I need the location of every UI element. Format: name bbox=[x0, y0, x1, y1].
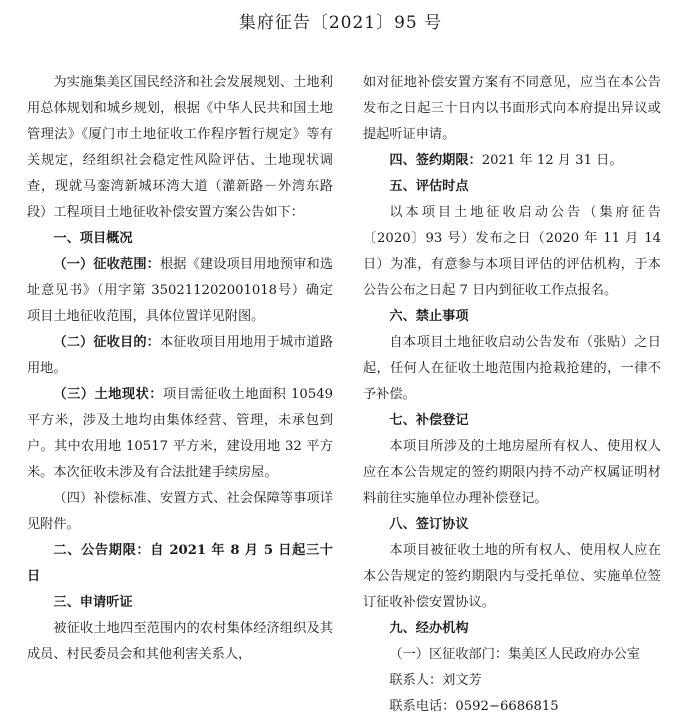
paragraph-hearing-start: 被征收土地四至范围内的农村集体经济组织及其成员、村民委员会和其他利害关系人， bbox=[27, 621, 333, 662]
paragraph-agreement: 本项目被征收土地的所有权人、使用权人应在本公告规定的签约期限内与受托单位、实施单位签订征收补偿安置协议。 bbox=[363, 543, 661, 610]
paragraph-hearing-cont: 如对征地补偿安置方案有不同意见，应当在本公告发布之日起三十日内以书面形式向本府提出异议或提起听证申请。 bbox=[363, 75, 661, 142]
intro-paragraph: 为实施集美区国民经济和社会发展规划、土地利用总体规划和城乡规划，根据《中华人民共和国土地管理法》《厦门市土地征收工作程序暂行规定》等有关规定，经组织社会稳定性风险评估、土地现状调查，现就马銮湾新城环湾大道（灌新路－外湾东路段）工程项目土地征收补偿安置方案公告如下： bbox=[27, 75, 333, 220]
section-heading-project-overview: 一、项目概况 bbox=[53, 231, 133, 246]
section-heading-agency: 九、经办机构 bbox=[389, 621, 469, 636]
paragraph-valuation: 以本项目土地征收启动公告（集府征告〔2020〕93 号）发布之日（2020 年 11 月 14 日）为准，有意参与本项目评估的评估机构，于本公告公布之日起 7 日内到征收工作点报名。 bbox=[363, 205, 661, 298]
paragraph-registration: 本项目所涉及的土地房屋所有权人、使用权人应在本公告规定的签约期限内持不动产权属证明材料前往实施单位办理补偿登记。 bbox=[363, 439, 661, 506]
section-heading-valuation: 五、评估时点 bbox=[389, 179, 469, 194]
document-title: 集府征告〔2021〕95 号 bbox=[238, 13, 443, 33]
contact-person: 联系人：刘文芳 bbox=[389, 673, 482, 688]
paragraph-agency: （一）区征收部门：集美区人民政府办公室 bbox=[389, 647, 640, 662]
paragraph-prohibition: 自本项目土地征收启动公告发布（张贴）之日起，任何人在征收土地范围内抢栽抢建的，一律不予补偿。 bbox=[363, 335, 661, 402]
paragraph-compensation: （四）补偿标准、安置方式、社会保障等事项详见附件。 bbox=[27, 491, 333, 532]
section-announcement-period: 二、公告期限：自 2021 年 8 月 5 日起三十日 bbox=[27, 543, 333, 584]
section-heading-registration: 七、补偿登记 bbox=[389, 413, 469, 428]
section-signing-period: 四、签约期限：2021 年 12 月 31 日。 bbox=[389, 153, 623, 168]
paragraph-scope: （一）征收范围：根据《建设项目用地预审和选址意见书》（用字第 350211202001018号）确定项目土地征收范围，具体位置详见附图。 bbox=[27, 257, 334, 324]
right-column bbox=[363, 70, 661, 720]
paragraph-purpose: （二）征收目的：本征收项目用地用于城市道路用地。 bbox=[27, 335, 334, 376]
contact-phone: 联系电话：0592−6686815 bbox=[389, 699, 559, 714]
paragraph-land-status: （三）土地现状：项目需征收土地面积 10549 平方米，涉及土地均由集体经营、管理，未承包到户。其中农用地 10517 平方米，建设用地 32 平方米。本次征收未涉及有合法批建手续房屋。 bbox=[27, 387, 333, 480]
section-heading-agreement: 八、签订协议 bbox=[389, 517, 469, 532]
left-column bbox=[27, 70, 333, 668]
section-heading-prohibition: 六、禁止事项 bbox=[389, 309, 469, 324]
section-heading-hearing: 三、申请听证 bbox=[53, 595, 133, 610]
